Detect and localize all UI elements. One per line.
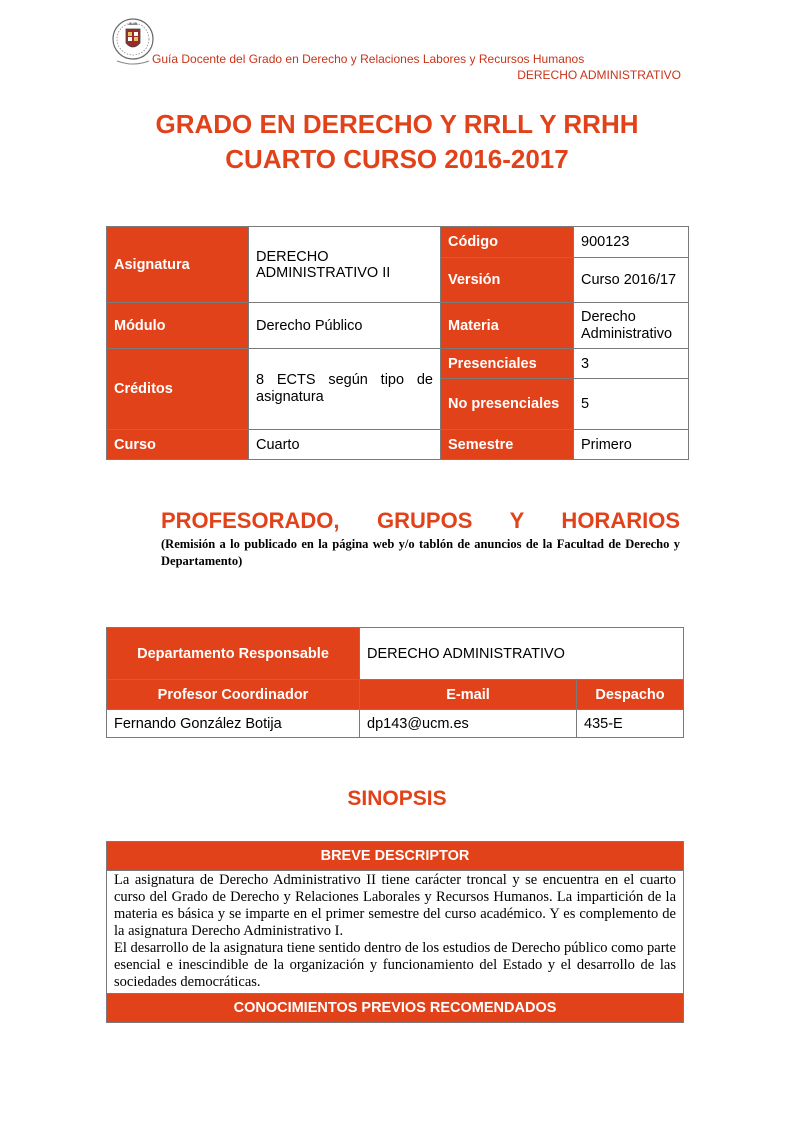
presenciales-label: Presenciales <box>441 349 574 379</box>
presenciales-value: 3 <box>574 349 689 379</box>
email-label: E-mail <box>360 680 577 710</box>
curso-value: Cuarto <box>249 430 441 460</box>
asignatura-value: DERECHO ADMINISTRATIVO II <box>249 227 441 303</box>
semestre-label: Semestre <box>441 430 574 460</box>
creditos-value: 8 ECTS según tipo de asignatura <box>249 349 441 430</box>
no-presenciales-value: 5 <box>574 379 689 430</box>
breve-descriptor-paragraph-1: La asignatura de Derecho Administrativo II tiene carácter troncal y se encuentra en el cuarto curso del Grado de Derecho y Relaciones Laborales y Recursos Humanos. La impartición de la materia es básica y se imparte en el primer semestre del curso académico. Y es complemento de la asignatura Derecho Administrativo I. <box>114 872 676 939</box>
breve-descriptor-text <box>107 871 684 994</box>
asignatura-label: Asignatura <box>107 227 249 303</box>
semestre-value: Primero <box>574 430 689 460</box>
no-presenciales-label: No presenciales <box>441 379 574 430</box>
department-table <box>106 627 684 738</box>
creditos-label: Créditos <box>107 349 249 430</box>
subject-info-table <box>106 226 689 460</box>
running-header-subject: DERECHO ADMINISTRATIVO <box>517 68 681 82</box>
coordinator-label: Profesor Coordinador <box>107 680 360 710</box>
despacho-value: 435-E <box>577 710 684 738</box>
coordinator-value: Fernando González Botija <box>107 710 360 738</box>
sinopsis-table <box>106 841 684 1023</box>
main-title-line2: CUARTO CURSO 2016-2017 <box>225 144 569 174</box>
modulo-value: Derecho Público <box>249 303 441 349</box>
dept-responsable-label: Departamento Responsable <box>107 628 360 680</box>
profesorado-subheading: (Remisión a lo publicado en la página web y/o tablón de anuncios de la Facultad de Derecho y Departamento) <box>161 537 680 568</box>
version-value: Curso 2016/17 <box>574 258 689 303</box>
version-label: Versión <box>441 258 574 303</box>
main-title-line1: GRADO EN DERECHO Y RRLL Y RRHH <box>155 109 639 139</box>
university-crest-icon <box>111 15 155 67</box>
materia-label: Materia <box>441 303 574 349</box>
running-header-title: Guía Docente del Grado en Derecho y Relaciones Labores y Recursos Humanos <box>152 52 585 66</box>
profesorado-heading: PROFESORADO, GRUPOS Y HORARIOS <box>161 508 680 533</box>
email-value: dp143@ucm.es <box>360 710 577 738</box>
despacho-label: Despacho <box>577 680 684 710</box>
materia-value: Derecho Administrativo <box>574 303 689 349</box>
dept-responsable-value: DERECHO ADMINISTRATIVO <box>360 628 684 680</box>
codigo-label: Código <box>441 227 574 258</box>
conocimientos-previos-label: CONOCIMIENTOS PREVIOS RECOMENDADOS <box>107 994 684 1023</box>
curso-label: Curso <box>107 430 249 460</box>
modulo-label: Módulo <box>107 303 249 349</box>
sinopsis-heading: SINOPSIS <box>347 787 447 810</box>
codigo-value: 900123 <box>574 227 689 258</box>
breve-descriptor-paragraph-2: El desarrollo de la asignatura tiene sentido dentro de los estudios de Derecho público como parte esencial e inescindible de la organización y funcionamiento del Estado y el desarrollo de las sociedades democráticas. <box>114 940 676 990</box>
breve-descriptor-label: BREVE DESCRIPTOR <box>107 842 684 871</box>
